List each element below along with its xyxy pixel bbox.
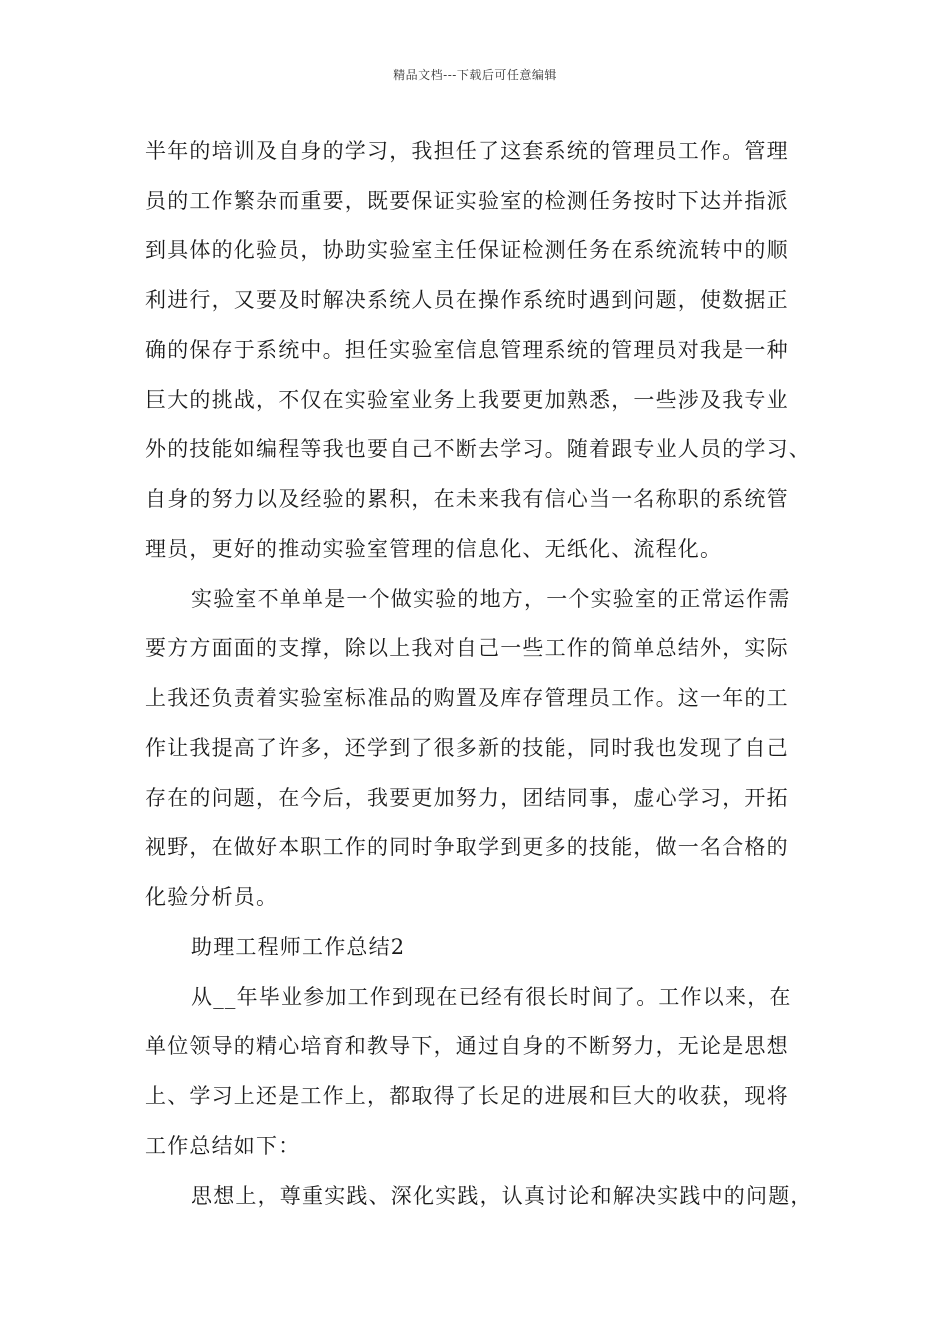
text-line: 化验分析员。	[145, 885, 279, 909]
text-line: 视野，在做好本职工作的同时争取学到更多的技能，做一名合格的	[145, 835, 789, 859]
text-line: 存在的问题，在今后，我要更加努力，团结同事，虚心学习，开拓	[145, 786, 789, 810]
text-line: 确的保存于系统中。担任实验室信息管理系统的管理员对我是一种	[145, 338, 789, 362]
text-line: 作让我提高了许多，还学到了很多新的技能，同时我也发现了自己	[145, 736, 789, 760]
text-line: 自身的努力以及经验的累积，在未来我有信心当一名称职的系统管	[145, 487, 789, 511]
page-header: 精品文档---下载后可任意编辑	[393, 68, 557, 82]
text-line: 理员，更好的推动实验室管理的信息化、无纸化、流程化。	[145, 537, 723, 561]
text-line: 外的技能如编程等我也要自己不断去学习。随着跟专业人员的学习、	[145, 437, 811, 461]
text-line: 上、学习上还是工作上，都取得了长足的进展和巨大的收获，现将	[145, 1084, 789, 1108]
text-line: 员的工作繁杂而重要，既要保证实验室的检测任务按时下达并指派	[145, 189, 789, 213]
text-line: 要方方面面的支撑，除以上我对自己一些工作的简单总结外，实际	[145, 636, 789, 660]
text-line: 工作总结如下：	[145, 1134, 301, 1158]
text-line: 从__年毕业参加工作到现在已经有很长时间了。工作以来，在	[191, 985, 792, 1009]
text-line: 到具体的化验员，协助实验室主任保证检测任务在系统流转中的顺	[145, 238, 789, 262]
text-line: 利进行，又要及时解决系统人员在操作系统时遇到问题，使数据正	[145, 288, 789, 312]
text-line: 巨大的挑战，不仅在实验室业务上我要更加熟悉，一些涉及我专业	[145, 388, 789, 412]
text-line: 实验室不单单是一个做实验的地方，一个实验室的正常运作需	[191, 587, 791, 611]
text-line: 单位领导的精心培育和教导下，通过自身的不断努力，无论是思想	[145, 1034, 789, 1058]
text-line: 上我还负责着实验室标准品的购置及库存管理员工作。这一年的工	[145, 686, 789, 710]
text-line: 思想上，尊重实践、深化实践，认真讨论和解决实践中的问题，	[191, 1184, 813, 1208]
section-heading: 助理工程师工作总结2	[191, 935, 406, 959]
text-line: 半年的培训及自身的学习，我担任了这套系统的管理员工作。管理	[145, 139, 789, 163]
